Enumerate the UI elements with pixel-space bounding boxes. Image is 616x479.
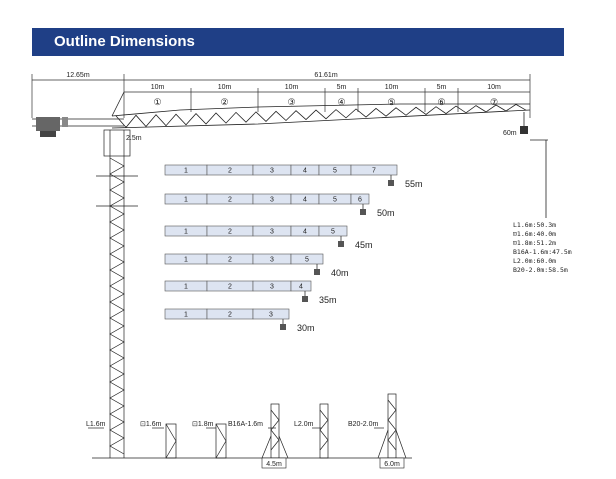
- jib-section-number: 2: [228, 311, 232, 319]
- jib-length: 35m: [319, 295, 337, 305]
- jib-section-number: 4: [303, 196, 307, 204]
- height-entry: ⊡1.8m:51.2m: [513, 239, 557, 247]
- jib-section-number: 5: [333, 196, 337, 204]
- height-entry: ⊡1.6m:40.0m: [513, 230, 557, 238]
- jib-length: 50m: [377, 208, 395, 218]
- jib-section-number: 2: [228, 256, 232, 264]
- jib-section-number: 5: [331, 228, 335, 236]
- jib-section-number: 4: [299, 283, 303, 291]
- jib-config: [165, 165, 423, 189]
- height-list: [513, 221, 572, 274]
- counter-jib-length: 12.65m: [66, 72, 90, 79]
- hook-icon: [314, 269, 320, 275]
- segment-number: ④: [337, 97, 346, 107]
- jib-section-number: 5: [305, 256, 309, 264]
- segment-length: 10m: [217, 84, 232, 91]
- hook-icon: [280, 324, 286, 330]
- segment-labels: [151, 84, 501, 107]
- jib-section-number: 1: [184, 228, 188, 236]
- segment-length: 5m: [336, 84, 347, 91]
- segment-number: ③: [287, 97, 296, 107]
- jib-config: [165, 309, 315, 333]
- base-label: B20-2.0m: [348, 421, 379, 428]
- jib-section-number: 3: [270, 167, 274, 175]
- segment-length: 10m: [384, 84, 399, 91]
- jib-section-number: 2: [228, 167, 232, 175]
- hook-icon: [388, 180, 394, 186]
- jib-section-number: 2: [228, 196, 232, 204]
- page-title: Outline Dimensions: [54, 33, 195, 50]
- segment-number: ②: [220, 97, 229, 107]
- jib-section-number: 1: [184, 283, 188, 291]
- height-entry: B20-2.0m:58.5m: [513, 266, 568, 274]
- jib-section-number: 6: [358, 196, 362, 204]
- jib-length: 45m: [355, 240, 373, 250]
- jib-section-number: 4: [303, 228, 307, 236]
- base-width-1: 4.5m: [266, 461, 282, 468]
- jib-section-number: 3: [270, 228, 274, 236]
- jib-config: [165, 226, 373, 250]
- segment-number: ⑤: [387, 97, 396, 107]
- jib-section-number: 1: [184, 256, 188, 264]
- segment-number: ⑦: [489, 97, 499, 107]
- jib-length: 30m: [297, 323, 315, 333]
- base-label: ⊡1.8m: [192, 421, 214, 428]
- segment-length: 10m: [487, 84, 501, 91]
- hook-icon: [302, 296, 308, 302]
- base-label: B16A-1.6m: [228, 421, 264, 428]
- jib-total-length: 61.61m: [314, 72, 338, 79]
- jib-section-number: 1: [184, 167, 188, 175]
- tip-height: 60m: [503, 130, 517, 137]
- segment-length: 10m: [284, 84, 299, 91]
- counter-weight: [36, 117, 68, 137]
- jib-section-number: 5: [333, 167, 337, 175]
- jib-length: 55m: [405, 179, 423, 189]
- segment-number: ①: [153, 97, 162, 107]
- tower-mast: [96, 130, 138, 458]
- jib-section-number: 1: [184, 311, 188, 319]
- jib-configurations: [165, 165, 423, 333]
- height-entry: B16A-1.6m:47.5m: [513, 248, 572, 256]
- jib-section-number: 2: [228, 228, 232, 236]
- base-label: L1.6m: [86, 421, 106, 428]
- hook-icon: [360, 209, 366, 215]
- small-dimension: 2.5m: [126, 135, 142, 142]
- tip-hook-icon: [520, 126, 528, 134]
- segment-length: 5m: [436, 84, 447, 91]
- jib-section-number: 3: [270, 283, 274, 291]
- jib-truss: [32, 92, 530, 128]
- base-label: ⊡1.6m: [140, 421, 162, 428]
- jib-config: [165, 281, 337, 305]
- height-entry: L2.0m:60.0m: [513, 257, 557, 265]
- segment-length: 10m: [150, 84, 165, 91]
- jib-section-number: 3: [270, 196, 274, 204]
- jib-config: [165, 254, 349, 278]
- base-width-2: 6.0m: [384, 461, 400, 468]
- jib-config: [165, 194, 395, 218]
- jib-length: 40m: [331, 268, 349, 278]
- segment-number: ⑥: [437, 97, 446, 107]
- height-entry: L1.6m:50.3m: [513, 221, 557, 229]
- jib-section-number: 4: [303, 167, 307, 175]
- jib-section-number: 3: [269, 311, 273, 319]
- jib-section-number: 2: [228, 283, 232, 291]
- base-label: L2.0m: [294, 421, 314, 428]
- hook-icon: [338, 241, 344, 247]
- jib-section-number: 7: [372, 167, 376, 175]
- top-dimension-lines: [32, 74, 530, 118]
- base-drawings: [88, 394, 406, 462]
- base-labels: [86, 421, 379, 428]
- jib-section-number: 1: [184, 196, 188, 204]
- jib-section-number: 3: [270, 256, 274, 264]
